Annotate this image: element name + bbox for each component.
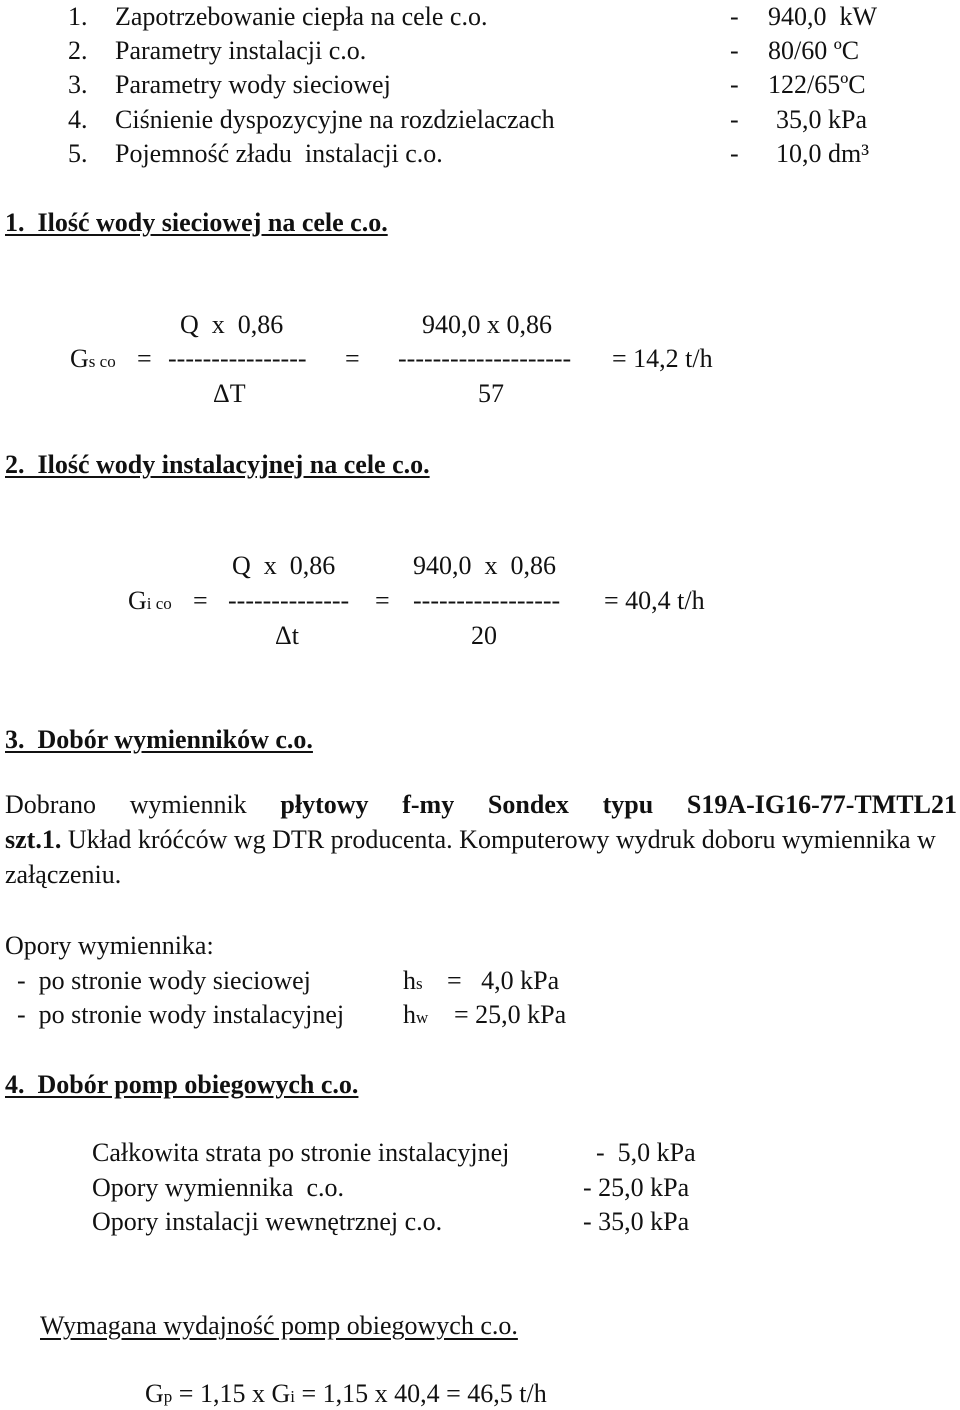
gp-formula-middle: = 1,15 x G (172, 1379, 291, 1408)
formula-numerator-1: Q x 0,86 (232, 551, 336, 580)
formula-denominator-2: 20 (471, 621, 497, 650)
formula-denominator-1: ΔT (213, 379, 246, 408)
formula-denominator-2: 57 (478, 379, 504, 408)
section-1-heading: 1. Ilość wody sieciowej na cele c.o. (5, 208, 388, 237)
resistance-title: Opory wymiennika: (5, 931, 214, 960)
resistance-value: = 4,0 kPa (447, 966, 560, 995)
param-dash: - (730, 105, 739, 134)
formula-lhs (128, 588, 172, 614)
gp-subscript: p (163, 1387, 173, 1406)
formula-equals-2: = (345, 344, 360, 373)
param-dash: - (730, 2, 739, 31)
formula-fraction-line-1: ---------------- (168, 344, 307, 373)
param-dash: - (730, 139, 739, 168)
formula-fraction-line-1: -------------- (228, 586, 350, 615)
param-number: 3. (68, 70, 88, 99)
param-number: 2. (68, 36, 88, 65)
gp-symbol: G (145, 1379, 164, 1408)
required-capacity-title: Wymagana wydajność pomp obiegowych c.o. (40, 1311, 518, 1340)
param-dash: - (730, 36, 739, 65)
formula-lhs (70, 346, 116, 372)
formula-lhs-main: G (128, 586, 147, 615)
formula-result: = 14,2 t/h (612, 344, 713, 373)
resistance-symbol-main: h (403, 966, 416, 995)
formula-lhs-sub: s co (88, 352, 116, 371)
param-label: Zapotrzebowanie ciepła na cele c.o. (115, 2, 488, 31)
param-label: Pojemność zładu instalacji c.o. (115, 139, 443, 168)
paragraph-text: Układ króćców wg DTR producenta. Komputerowy wydruk doboru wymiennika w załączeniu. (5, 825, 936, 889)
section-4-heading: 4. Dobór pomp obiegowych c.o. (5, 1070, 359, 1099)
param-number: 5. (68, 139, 88, 168)
formula-equals-1: = (193, 586, 208, 615)
param-value: 10,0 dm³ (776, 139, 870, 168)
formula-lhs-main: G (70, 344, 89, 373)
exchanger-quantity: szt.1. (5, 825, 62, 854)
formula-equals-2: = (375, 586, 390, 615)
loss-value: - 5,0 kPa (596, 1138, 696, 1167)
resistance-symbol (403, 1002, 428, 1028)
formula-fraction-line-2: -------------------- (398, 344, 572, 373)
resistance-label: - po stronie wody sieciowej (17, 966, 311, 995)
param-dash: - (730, 70, 739, 99)
formula-result: = 40,4 t/h (604, 586, 705, 615)
paragraph-text: Dobrano wymiennik (5, 790, 281, 819)
param-value: 940,0 kW (768, 2, 878, 31)
loss-label: Opory wymiennika c.o. (92, 1173, 345, 1202)
paragraph-rest (5, 822, 957, 892)
param-label: Ciśnienie dyspozycyjne na rozdzielaczach (115, 105, 555, 134)
section-3-heading: 3. Dobór wymienników c.o. (5, 725, 313, 754)
resistance-label: - po stronie wody instalacyjnej (17, 1000, 345, 1029)
formula-lhs-sub: i co (146, 594, 172, 613)
param-label: Parametry wody sieciowej (115, 70, 391, 99)
resistance-symbol-sub: w (416, 1008, 429, 1027)
param-value: 122/65ºC (768, 70, 866, 99)
paragraph-line-1 (5, 787, 957, 822)
gi-subscript: i (290, 1387, 295, 1406)
resistance-symbol (403, 968, 423, 994)
param-value: 80/60 ºC (768, 36, 860, 65)
exchanger-selection-paragraph (5, 787, 957, 892)
resistance-value: = 25,0 kPa (454, 1000, 567, 1029)
formula-fraction-line-2: ----------------- (413, 586, 561, 615)
formula-numerator-1: Q x 0,86 (180, 310, 284, 339)
gp-formula-result: = 1,15 x 40,4 = 46,5 t/h (294, 1379, 547, 1408)
exchanger-model: płytowy f-my Sondex typu S19A-IG16-77-TMTL21 (280, 790, 957, 819)
resistance-symbol-main: h (403, 1000, 416, 1029)
pump-capacity-formula (145, 1381, 547, 1407)
formula-denominator-1: Δt (275, 621, 299, 650)
loss-value: - 25,0 kPa (583, 1173, 690, 1202)
param-number: 1. (68, 2, 88, 31)
formula-equals-1: = (137, 344, 152, 373)
param-label: Parametry instalacji c.o. (115, 36, 367, 65)
section-2-heading: 2. Ilość wody instalacyjnej na cele c.o. (5, 450, 430, 479)
formula-numerator-2: 940,0 x 0,86 (413, 551, 556, 580)
param-value: 35,0 kPa (776, 105, 867, 134)
resistance-symbol-sub: s (416, 974, 423, 993)
loss-label: Opory instalacji wewnętrznej c.o. (92, 1207, 443, 1236)
param-number: 4. (68, 105, 88, 134)
loss-value: - 35,0 kPa (583, 1207, 690, 1236)
formula-numerator-2: 940,0 x 0,86 (422, 310, 552, 339)
loss-label: Całkowita strata po stronie instalacyjnej (92, 1138, 510, 1167)
